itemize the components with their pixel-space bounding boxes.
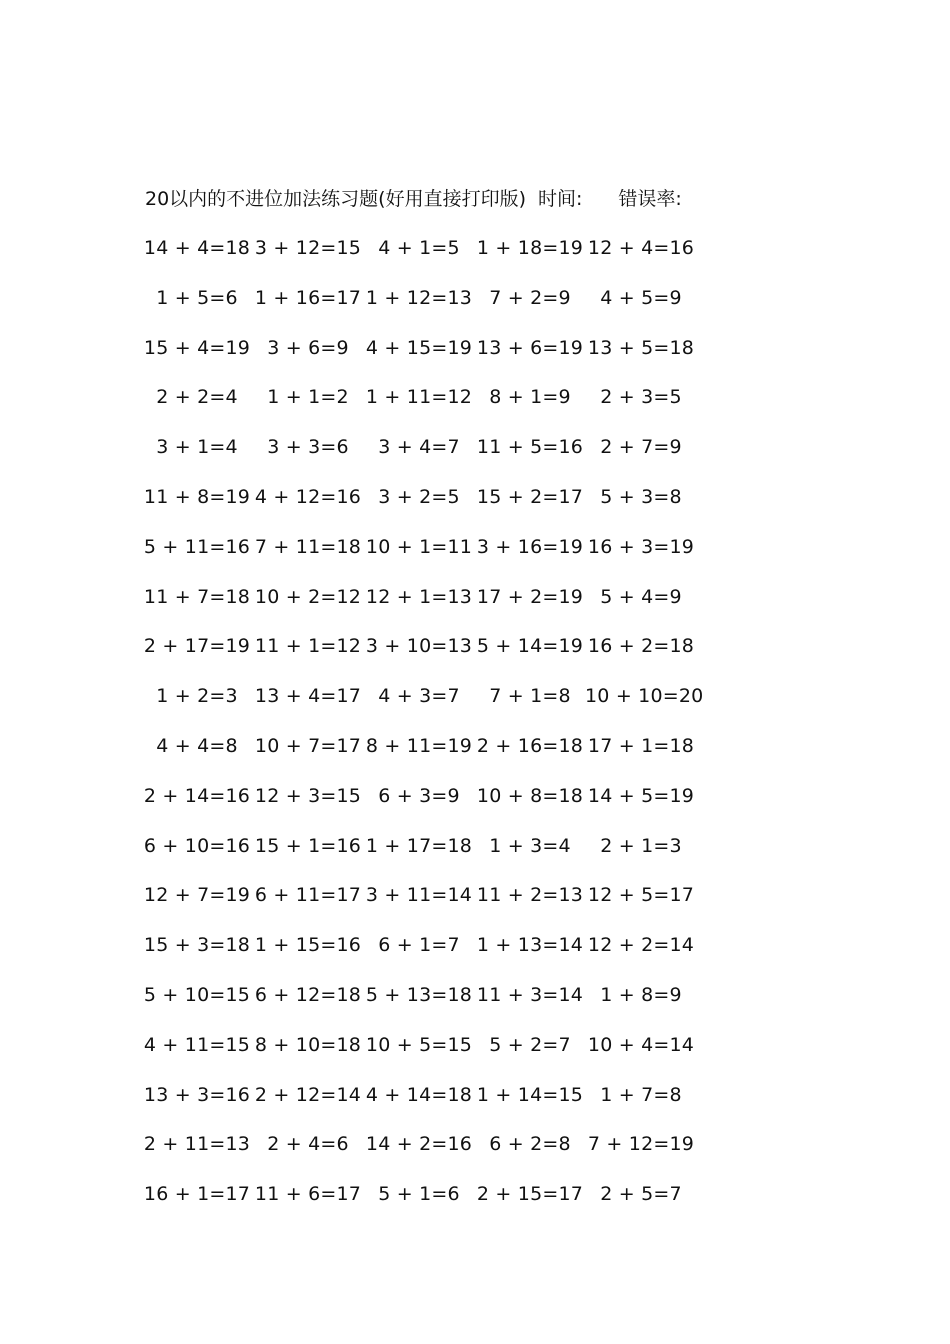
addition-problem: 2 + 12=14 (254, 1083, 362, 1106)
addition-problem: 2 + 7=9 (600, 436, 682, 459)
addition-problem: 3 + 6=9 (267, 336, 349, 359)
addition-problem: 1 + 15=16 (254, 934, 362, 957)
addition-problem: 2 + 4=6 (267, 1133, 349, 1156)
addition-problem: 13 + 5=18 (587, 336, 695, 359)
addition-problem: 1 + 7=8 (600, 1083, 682, 1106)
problem-row (0, 1129, 950, 1159)
problem-row (0, 831, 950, 861)
addition-problem: 4 + 5=9 (600, 286, 682, 309)
addition-problem: 11 + 5=16 (476, 436, 584, 459)
addition-problem: 6 + 2=8 (489, 1133, 571, 1156)
error-rate-label: 错误率: (618, 188, 682, 210)
addition-problem: 11 + 1=12 (254, 635, 362, 658)
addition-problem: 15 + 2=17 (476, 486, 584, 508)
addition-problem: 12 + 7=19 (143, 884, 251, 907)
addition-problem: 1 + 12=13 (365, 286, 473, 309)
addition-problem: 5 + 2=7 (489, 1033, 571, 1056)
problem-row (0, 582, 950, 612)
addition-problem: 4 + 11=15 (143, 1033, 251, 1056)
addition-problem: 10 + 8=18 (476, 784, 584, 807)
problem-row (0, 382, 950, 412)
addition-problem: 16 + 3=19 (587, 535, 695, 558)
problem-row (0, 432, 950, 462)
addition-problem: 14 + 5=19 (587, 784, 695, 807)
addition-problem: 10 + 1=11 (365, 535, 473, 558)
addition-problem: 16 + 2=18 (587, 635, 695, 658)
addition-problem: 11 + 3=14 (476, 984, 584, 1006)
problem-row (0, 532, 950, 562)
addition-problem: 8 + 11=19 (365, 735, 473, 757)
addition-problem: 4 + 12=16 (254, 486, 362, 508)
addition-problem: 17 + 1=18 (587, 735, 695, 757)
addition-problem: 5 + 3=8 (600, 486, 682, 508)
addition-problem: 6 + 1=7 (378, 934, 460, 957)
addition-problem: 11 + 8=19 (143, 486, 251, 508)
addition-problem: 3 + 16=19 (476, 535, 584, 558)
addition-problem: 1 + 8=9 (600, 984, 682, 1006)
addition-problem: 17 + 2=19 (476, 585, 584, 608)
addition-problem: 1 + 11=12 (365, 386, 473, 409)
addition-problem: 13 + 6=19 (476, 336, 584, 359)
addition-problem: 1 + 2=3 (156, 685, 238, 708)
addition-problem: 3 + 1=4 (156, 436, 238, 459)
addition-problem: 14 + 4=18 (143, 237, 251, 259)
addition-problem: 1 + 3=4 (489, 834, 571, 857)
addition-problem: 1 + 17=18 (365, 834, 473, 857)
addition-problem: 5 + 4=9 (600, 585, 682, 608)
addition-problem: 4 + 14=18 (365, 1083, 473, 1106)
addition-problem: 5 + 1=6 (378, 1183, 460, 1206)
addition-problem: 2 + 1=3 (600, 834, 682, 857)
addition-problem: 7 + 12=19 (587, 1133, 695, 1156)
addition-problem: 4 + 15=19 (365, 336, 473, 359)
addition-problem: 13 + 4=17 (254, 685, 362, 708)
addition-problem: 11 + 2=13 (476, 884, 584, 907)
problem-row (0, 1179, 950, 1209)
addition-problem: 2 + 16=18 (476, 735, 584, 757)
problem-row (0, 681, 950, 711)
addition-problem: 15 + 1=16 (254, 834, 362, 857)
addition-problem: 7 + 11=18 (254, 535, 362, 558)
addition-problem: 1 + 18=19 (476, 237, 584, 259)
addition-problem: 1 + 5=6 (156, 286, 238, 309)
addition-problem: 15 + 3=18 (143, 934, 251, 957)
addition-problem: 6 + 10=16 (143, 834, 251, 857)
problem-row (0, 283, 950, 313)
addition-problem: 16 + 1=17 (143, 1183, 251, 1206)
addition-problem: 5 + 13=18 (365, 984, 473, 1006)
addition-problem: 6 + 3=9 (378, 784, 460, 807)
addition-problem: 4 + 1=5 (378, 237, 460, 259)
addition-problem: 5 + 11=16 (143, 535, 251, 558)
addition-problem: 14 + 2=16 (365, 1133, 473, 1156)
problem-row (0, 631, 950, 661)
addition-problem: 11 + 6=17 (254, 1183, 362, 1206)
worksheet-title: 20以内的不进位加法练习题(好用直接打印版) (145, 188, 527, 210)
addition-problem: 10 + 4=14 (587, 1033, 695, 1056)
addition-problem: 3 + 11=14 (365, 884, 473, 907)
addition-problem: 2 + 2=4 (156, 386, 238, 409)
problem-row (0, 233, 950, 263)
addition-problem: 12 + 5=17 (587, 884, 695, 907)
addition-problem: 8 + 10=18 (254, 1033, 362, 1056)
addition-problem: 3 + 10=13 (365, 635, 473, 658)
addition-problem: 3 + 2=5 (378, 486, 460, 508)
addition-problem: 10 + 5=15 (365, 1033, 473, 1056)
addition-problem: 12 + 4=16 (587, 237, 695, 259)
problem-row (0, 333, 950, 363)
addition-problem: 10 + 7=17 (254, 735, 362, 757)
addition-problem: 2 + 14=16 (143, 784, 251, 807)
addition-problem: 2 + 11=13 (143, 1133, 251, 1156)
problem-row (0, 930, 950, 960)
addition-problem: 3 + 4=7 (378, 436, 460, 459)
addition-problem: 12 + 2=14 (587, 934, 695, 957)
problem-row (0, 880, 950, 910)
problem-row (0, 1080, 950, 1110)
addition-problem: 2 + 5=7 (600, 1183, 682, 1206)
addition-problem: 3 + 3=6 (267, 436, 349, 459)
addition-problem: 1 + 13=14 (476, 934, 584, 957)
addition-problem: 1 + 14=15 (476, 1083, 584, 1106)
addition-problem: 1 + 1=2 (267, 386, 349, 409)
addition-problem: 4 + 4=8 (156, 735, 238, 757)
problem-row (0, 980, 950, 1010)
addition-problem: 7 + 2=9 (489, 286, 571, 309)
addition-problem: 15 + 4=19 (143, 336, 251, 359)
addition-problem: 10 + 2=12 (254, 585, 362, 608)
time-label: 时间: (538, 188, 583, 210)
addition-problem: 2 + 3=5 (600, 386, 682, 409)
problem-row (0, 1030, 950, 1060)
addition-problem: 4 + 3=7 (378, 685, 460, 708)
addition-problem: 1 + 16=17 (254, 286, 362, 309)
addition-problem: 12 + 3=15 (254, 784, 362, 807)
addition-problem: 10 + 10=20 (585, 685, 704, 708)
problem-row (0, 482, 950, 512)
addition-problem: 11 + 7=18 (143, 585, 251, 608)
addition-problem: 2 + 15=17 (476, 1183, 584, 1206)
addition-problem: 7 + 1=8 (489, 685, 571, 708)
addition-problem: 2 + 17=19 (143, 635, 251, 658)
addition-problem: 6 + 12=18 (254, 984, 362, 1006)
problem-row (0, 731, 950, 761)
addition-problem: 12 + 1=13 (365, 585, 473, 608)
addition-problem: 6 + 11=17 (254, 884, 362, 907)
addition-problem: 8 + 1=9 (489, 386, 571, 409)
addition-problem: 3 + 12=15 (254, 237, 362, 259)
addition-problem: 5 + 14=19 (476, 635, 584, 658)
addition-problem: 13 + 3=16 (143, 1083, 251, 1106)
problem-row (0, 781, 950, 811)
addition-problem: 5 + 10=15 (143, 984, 251, 1006)
